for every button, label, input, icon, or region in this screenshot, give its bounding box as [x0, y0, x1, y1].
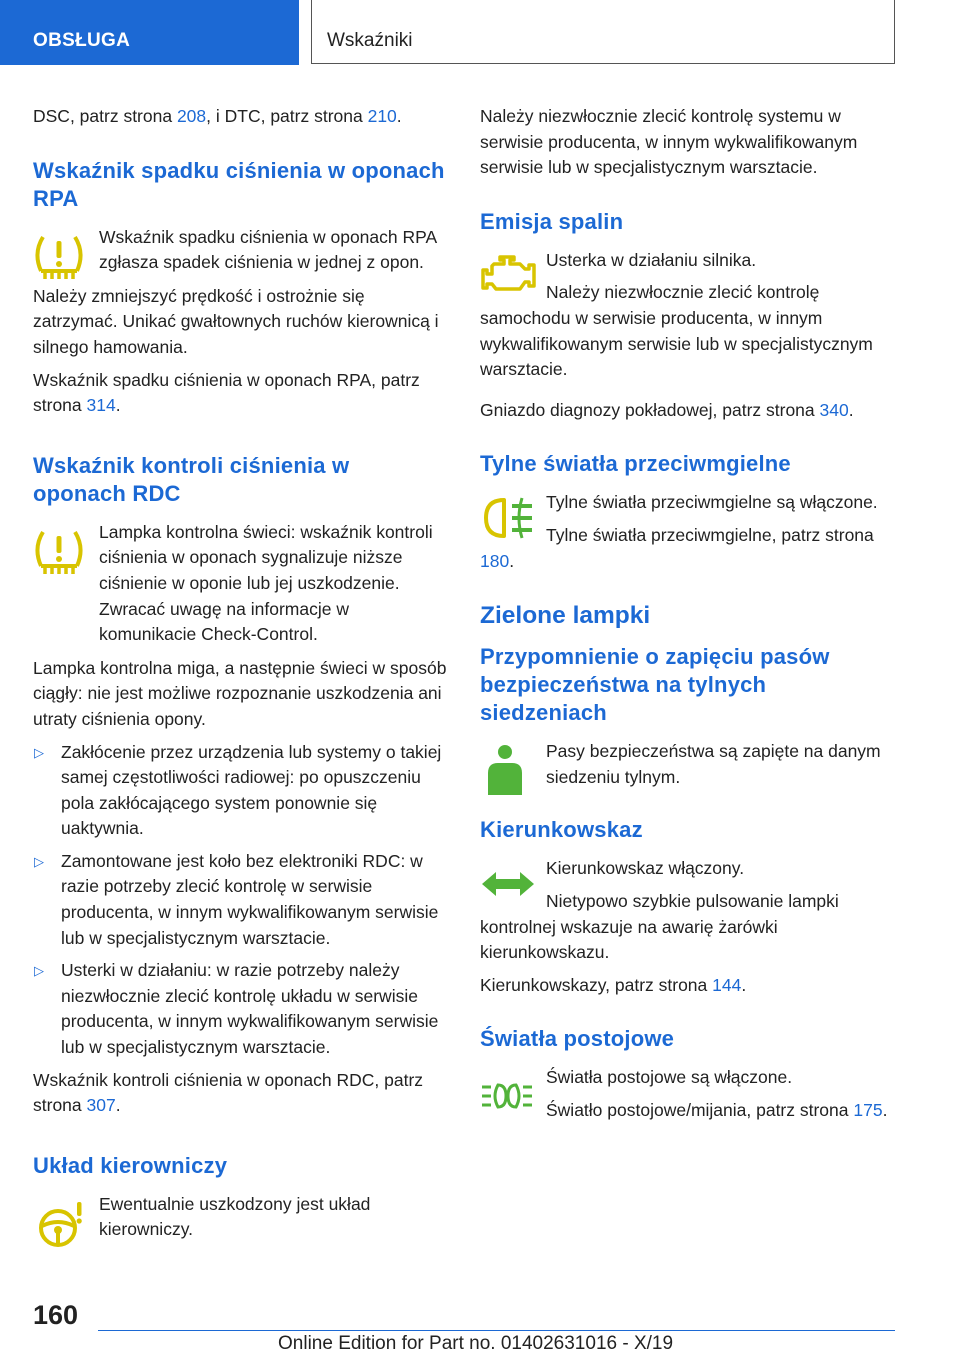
page-link-144[interactable]: 144 [712, 974, 742, 995]
rpa-indicator-text: Wskaźnik spadku ciśnienia w oponach RPA zgłasza spadek ciśnienia w jednej z opon. [99, 226, 437, 273]
engine-check-icon [480, 254, 538, 294]
steering-indicator-text: Ewentualnie uszkodzony jest układ kierowniczy. [99, 1193, 371, 1240]
footer-edition: Online Edition for Part no. 01402631016 - X/19 [278, 1333, 674, 1354]
service-paragraph: Należy niezwłocznie zlecić kontrolę systemu w serwisie producenta, w innym wykwalifikowanym serwisie lub w specjalistycznym warsztacie. [480, 106, 858, 178]
rdc-bullet-list [33, 740, 448, 1061]
parking-lights-heading: Światła postojowe [480, 1026, 675, 1052]
fog-indicator-text: Tylne światła przeciwmgielne są włączone. Tylne światła przeciwmgielne, patrz strona 180. [480, 492, 878, 571]
list-item: ▷ Zamontowane jest koło bez elektroniki RDC: w razie potrzeby zlecić kontrolę w serwisie producenta, w innym wykwalifikowanym serwisie lub w specjalistycznym warsztacie. [34, 850, 439, 948]
page-link-180[interactable]: 180 [480, 550, 510, 571]
page-number: 160 [33, 1300, 79, 1330]
rdc-indicator-row [33, 520, 448, 648]
triangle-bullet-icon: ▷ [34, 853, 44, 869]
rdc-heading: Wskaźnik kontroli ciśnienia w oponach RDC [33, 452, 350, 506]
parking-lights-icon [480, 1081, 534, 1115]
turn-reference: Kierunkowskazy, patrz strona 144. [480, 974, 747, 995]
page-link-340[interactable]: 340 [819, 399, 849, 420]
green-lamps-heading: Zielone lampki [480, 602, 651, 630]
tire-pressure-warning-icon [33, 233, 85, 283]
fog-heading: Tylne światła przeciwmgielne [480, 451, 791, 477]
header-section-label: OBSŁUGA [33, 30, 131, 51]
header-chapter-label: Wskaźniki [327, 30, 413, 51]
rdc-indicator-text: Lampka kontrolna świeci: wskaźnik kontroli ciśnienia w oponach sygnalizuje niższe ciśnienie w oponie lub jej uszkodzenie. Zwracać uwagę na informacje w komunikacie Check-Control. [99, 521, 433, 645]
list-item: ▷ Usterki w działaniu: w razie potrzeby należy niezwłocznie zlecić kontrolę układu w serwisie producenta, w innym wykwalifikowanym serwisie lub w specjalistycznym warsztacie. [34, 960, 439, 1058]
fog-indicator-row [480, 490, 895, 581]
turn-indicator-text: Kierunkowskaz włączony. Nietypowo szybkie pulsowanie lampki kontrolnej wskazuje na awarię żarówki kierunkowskazu. [480, 858, 839, 963]
header-section-tab [0, 0, 299, 65]
belt-heading: Przypomnienie o zapięciu pasów bezpieczeństwa na tylnych siedzeniach [480, 644, 830, 726]
rear-fog-light-icon [480, 496, 536, 540]
parking-indicator-text: Światła postojowe są włączone. Światło postojowe/mijania, patrz strona 175. [546, 1067, 888, 1120]
page-link-307[interactable]: 307 [86, 1095, 116, 1116]
right-column [480, 104, 895, 1130]
rpa-heading: Wskaźnik spadku ciśnienia w oponach RPA [33, 157, 445, 211]
page-link-210[interactable]: 210 [367, 106, 397, 126]
steering-heading: Układ kierowniczy [33, 1152, 228, 1178]
turn-signal-arrows-icon [480, 866, 536, 902]
emission-indicator-text: Usterka w działaniu silnika. Należy niezwłocznie zlecić kontrolę samochodu w serwisie producenta, w innym wykwalifikowanym serwisie lub w specjalistycznym warsztacie. [480, 249, 873, 380]
parking-indicator-row [480, 1065, 895, 1130]
turn-signal-heading: Kierunkowskaz [480, 817, 643, 843]
rdc-paragraph: Lampka kontrolna miga, a następnie świeci w sposób ciągły: nie jest możliwe rozpoznanie uszkodzenia ani utraty ciśnienia opony. [33, 657, 447, 729]
page-link-314[interactable]: 314 [86, 395, 116, 416]
footer-divider [98, 1330, 895, 1331]
emission-heading: Emisja spalin [480, 208, 624, 234]
rdc-reference: Wskaźnik kontroli ciśnienia w oponach RDC, patrz strona 307. [33, 1069, 424, 1116]
triangle-bullet-icon: ▷ [34, 744, 44, 760]
triangle-bullet-icon: ▷ [34, 963, 44, 979]
tire-pressure-control-icon [33, 528, 85, 578]
turn-indicator-row [480, 856, 895, 972]
left-column [33, 104, 448, 1243]
belt-indicator-text: Pasy bezpieczeństwa są zapięte na danym siedzeniu tylnym. [546, 741, 881, 787]
steering-indicator-row [33, 1192, 448, 1243]
emission-indicator-row [480, 248, 895, 390]
seat-belt-occupant-icon [480, 743, 530, 799]
belt-indicator-row [480, 739, 895, 790]
header-chapter-box [311, 0, 895, 64]
emission-reference: Gniazdo diagnozy pokładowej, patrz strona 340. [480, 399, 854, 420]
list-item: ▷ Zakłócenie przez urządzenia lub systemy o takiej samej częstotliwości radiowej: po opuszczeniu pola zakłócającego system ponownie się uaktywnia. [34, 741, 442, 839]
page-link-175[interactable]: 175 [853, 1099, 883, 1120]
steering-warning-icon [33, 1200, 87, 1250]
page-link-208[interactable]: 208 [176, 106, 207, 126]
intro-paragraph: DSC, patrz strona 208, i DTC, patrz strona 210. [33, 106, 402, 126]
rpa-indicator-row [33, 225, 448, 276]
rpa-paragraph: Należy zmniejszyć prędkość i ostrożnie się zatrzymać. Unikać gwałtownych ruchów kierownicą i silnego hamowania. [33, 285, 439, 357]
rpa-reference: Wskaźnik spadku ciśnienia w oponach RPA, patrz strona 314. [33, 369, 420, 416]
